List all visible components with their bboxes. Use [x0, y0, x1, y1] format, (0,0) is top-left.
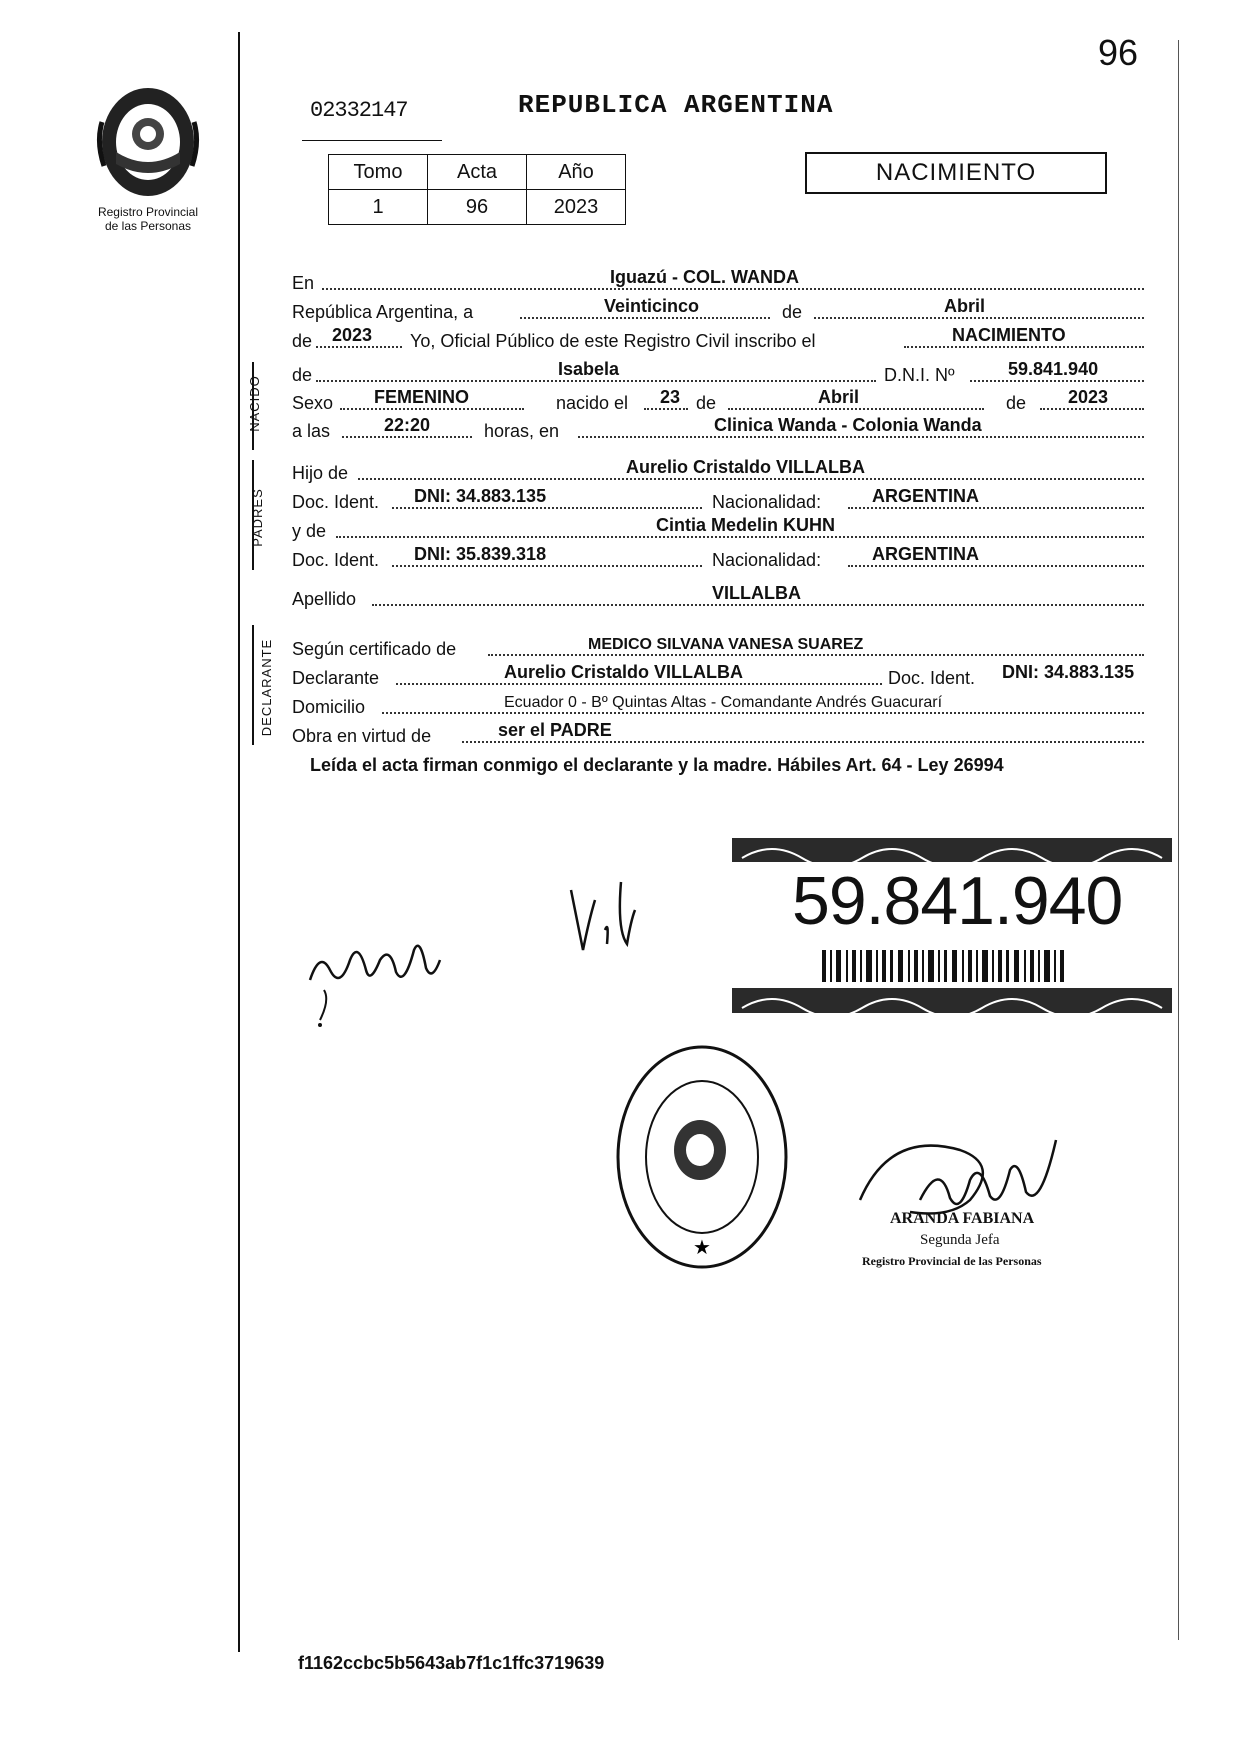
official-seal-icon [612, 1042, 792, 1272]
label-nac-padre: Nacionalidad: [712, 492, 822, 512]
value-certificado: MEDICO SILVANA VANESA SUAREZ [588, 636, 864, 653]
label-dni: D.N.I. Nº [884, 365, 955, 385]
dni-sticker-number: 59.841.940 [792, 863, 1123, 939]
registry-label [78, 205, 218, 233]
label-nac-de1: de [696, 393, 717, 413]
value-madre: Cintia Medelin KUHN [656, 515, 836, 535]
label-declarante: Declarante [292, 668, 380, 688]
closing-note: Leída el acta firman conmigo el declarante y la madre. Hábiles Art. 64 - Ley 26994 [310, 755, 1004, 775]
registry-line-2: de las Personas [104, 219, 192, 233]
page-title: REPUBLICA ARGENTINA [518, 90, 834, 120]
value-padre: Aurelio Cristaldo VILLALBA [626, 457, 866, 477]
mother-signature-icon [565, 870, 645, 960]
header-acta: Acta [428, 155, 527, 190]
value-nac-dia: 23 [660, 387, 681, 407]
label-certificado: Según certificado de [292, 639, 457, 659]
label-de-nombre: de [292, 365, 313, 385]
label-yde: y de [292, 521, 327, 541]
label-de-mes: de [782, 302, 803, 322]
value-padre-doc: DNI: 34.883.135 [414, 486, 547, 506]
row-fecha [292, 297, 1152, 325]
declarant-signature-icon [300, 890, 460, 1030]
row-domicilio [292, 692, 1152, 720]
label-nac-de2: de [1006, 393, 1027, 413]
value-declarante: Aurelio Cristaldo VILLALBA [504, 662, 744, 682]
row-obra [292, 721, 1152, 749]
value-hora: 22:20 [384, 415, 431, 435]
row-certificado [292, 634, 1152, 662]
record-type-box: NACIMIENTO [805, 152, 1107, 194]
label-republica: República Argentina, a [292, 302, 474, 322]
side-label-nacido: NACIDO [246, 375, 262, 432]
serial-number: 02332147 [310, 98, 408, 123]
value-madre-nac: ARGENTINA [872, 544, 979, 564]
record-value-row [329, 190, 626, 225]
value-padre-nac: ARGENTINA [872, 486, 979, 506]
value-declarante-doc: DNI: 34.883.135 [1002, 662, 1135, 682]
official-name: ARANDA FABIANA [890, 1210, 1035, 1227]
label-sexo: Sexo [292, 393, 334, 413]
label-hijo: Hijo de [292, 463, 349, 483]
value-mes: Abril [944, 296, 986, 316]
document-hash: f1162ccbc5b5643ab7f1c1ffc3719639 [298, 1653, 605, 1673]
left-margin-line [238, 32, 240, 1652]
page-number: 96 [1098, 32, 1139, 73]
value-dni: 59.841.940 [1008, 359, 1099, 379]
label-doc-padre: Doc. Ident. [292, 492, 380, 512]
right-margin-line [1178, 40, 1179, 1640]
registry-line-1: Registro Provincial [97, 205, 199, 219]
record-header-row [329, 155, 626, 190]
label-domicilio: Domicilio [292, 697, 366, 717]
official-role: Segunda Jefa [920, 1232, 1000, 1248]
value-dia: Veinticinco [604, 296, 700, 316]
label-nacido: nacido el [556, 393, 629, 413]
value-nac-mes: Abril [818, 387, 860, 407]
value-tomo: 1 [329, 190, 428, 225]
row-madre-doc [292, 545, 1152, 573]
label-obra: Obra en virtud de [292, 726, 432, 746]
label-de-anio: de [292, 331, 313, 351]
dni-label-sticker [732, 838, 1172, 1013]
value-acto: NACIMIENTO [952, 325, 1066, 345]
provincial-emblem-icon [88, 82, 208, 202]
official-office: Registro Provincial de las Personas [862, 1254, 1042, 1268]
value-madre-doc: DNI: 35.839.318 [414, 544, 547, 564]
value-apellido: VILLALBA [712, 583, 801, 603]
row-padre [292, 458, 1152, 486]
side-label-declarante: DECLARANTE [259, 638, 275, 737]
value-obra: ser el PADRE [498, 720, 612, 740]
header-anio: Año [527, 155, 626, 190]
row-inscripcion [292, 326, 1152, 354]
value-sexo: FEMENINO [374, 387, 470, 407]
value-anio: 2023 [332, 325, 373, 345]
side-label-padres: PADRES [249, 488, 265, 547]
label-nac-madre: Nacionalidad: [712, 550, 822, 570]
inner-margin-line-declarante [252, 625, 254, 745]
value-domicilio: Ecuador 0 - Bº Quintas Altas - Comandante Andrés Guacurarí [504, 694, 943, 711]
label-en: En [292, 273, 315, 293]
serial-underline [302, 140, 442, 141]
label-doc-madre: Doc. Ident. [292, 550, 380, 570]
row-lugar [292, 268, 1152, 296]
row-nombre [292, 360, 1152, 388]
row-padre-doc [292, 487, 1152, 515]
value-anio: 2023 [527, 190, 626, 225]
label-declarante-doc: Doc. Ident. [888, 668, 976, 688]
value-en: Iguazú - COL. WANDA [610, 267, 799, 287]
row-madre [292, 516, 1152, 544]
value-nombre: Isabela [558, 359, 620, 379]
value-acta: 96 [428, 190, 527, 225]
label-horas-en: horas, en [484, 421, 560, 441]
svg-text:★: ★ [693, 1235, 711, 1259]
label-alas: a las [292, 421, 331, 441]
label-apellido: Apellido [292, 589, 357, 609]
label-inscribo: Yo, Oficial Público de este Registro Civil inscribo el [410, 331, 816, 351]
value-lugar-nac: Clinica Wanda - Colonia Wanda [714, 415, 982, 435]
header-tomo: Tomo [329, 155, 428, 190]
row-declarante [292, 663, 1152, 691]
row-sexo [292, 388, 1152, 416]
record-table [328, 154, 626, 225]
row-hora [292, 416, 1152, 444]
row-apellido [292, 584, 1152, 612]
value-nac-anio: 2023 [1068, 387, 1109, 407]
